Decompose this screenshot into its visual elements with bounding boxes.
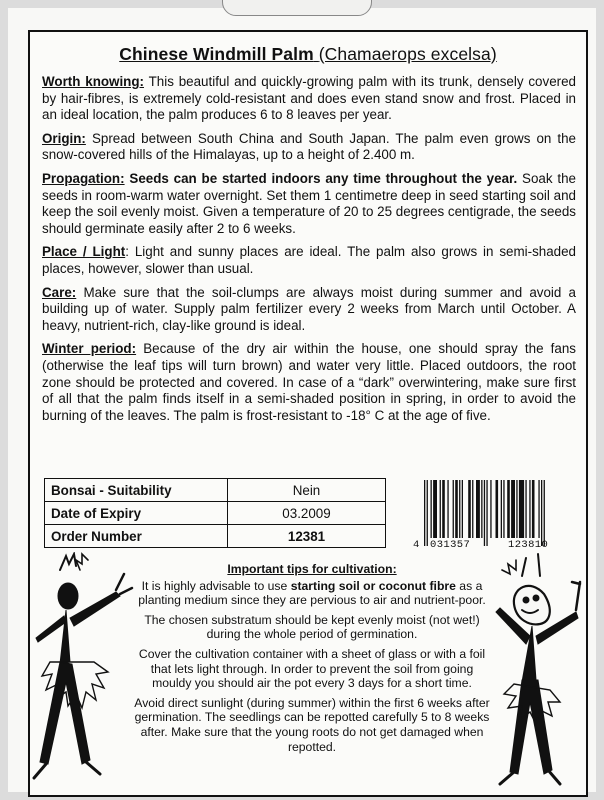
section-text: This beautiful and quickly-growing palm with its trunk, densely covered by hair-fibres, is extremely cold-resistant and does even stand snow and frost. Placed in an ideal location, the palm produces 6 to 8 leaves per year. xyxy=(42,74,576,123)
section-place-light xyxy=(42,244,576,277)
tip-text: as a planting medium since they are pervious to air and nutrient-poor. xyxy=(138,578,486,608)
section-text: Make sure that the soil-clumps are always moist during summer and avoid a building up of water. Supply palm fertilizer every 2 weeks from March until October. A heavy, nutrient-rich, clay-like ground is ideal. xyxy=(42,284,576,333)
section-care xyxy=(42,285,576,335)
section-lead: Seeds can be started indoors any time throughout the year. xyxy=(129,170,518,186)
page-title xyxy=(30,44,586,65)
section-worth-knowing xyxy=(42,74,576,124)
barcode-bar xyxy=(468,480,471,538)
barcode-bar xyxy=(462,480,463,538)
barcode-bar xyxy=(532,480,535,538)
title-common-name: Chinese Windmill Palm xyxy=(119,44,314,64)
tip-paragraph: Avoid direct sunlight (during summer) within the first 6 weeks after germination. The seedlings can be repotted carefully 5 to 8 weeks after. Make sure that the young roots do not get damaged when repotted. xyxy=(134,695,490,754)
info-value: Nein xyxy=(228,479,386,502)
barcode-bar xyxy=(538,480,539,538)
tip-paragraph: Cover the cultivation container with a sheet of glass or with a foil that lets light through. In order to prevent the soil from going mouldy you should air the pot every 3 days for a short time. xyxy=(138,646,486,691)
info-value: 12381 xyxy=(228,525,386,548)
section-origin xyxy=(42,131,576,164)
info-table xyxy=(44,478,386,548)
barcode-bar xyxy=(459,480,460,538)
seed-packet-back xyxy=(8,8,596,792)
barcode-digit: 4 xyxy=(413,539,420,551)
barcode-bar xyxy=(503,480,504,538)
table-row xyxy=(45,525,386,548)
barcode-bar xyxy=(507,480,510,538)
barcode-digit: 031357 xyxy=(430,539,471,551)
info-label: Order Number xyxy=(45,525,228,548)
tip-text-bold: starting soil or coconut fibre xyxy=(290,578,456,593)
info-label: Date of Expiry xyxy=(45,502,228,525)
description-body xyxy=(42,74,576,431)
section-label: Worth knowing: xyxy=(42,74,145,89)
barcode-digit: 123810 xyxy=(508,539,549,551)
barcode-bar xyxy=(433,480,437,538)
section-label: Origin: xyxy=(42,130,86,146)
barcode-bar xyxy=(455,480,458,538)
barcode-bar xyxy=(501,480,502,538)
table-row xyxy=(45,479,386,502)
info-value: 03.2009 xyxy=(228,502,386,525)
barcode-bar xyxy=(496,480,499,538)
cultivation-tips xyxy=(130,562,494,759)
section-label: Place / Light xyxy=(42,244,126,260)
tribal-dancer-left-icon xyxy=(30,552,134,796)
barcode-bar xyxy=(472,480,473,538)
tribal-dancer-right-icon xyxy=(492,552,586,796)
barcode-bar xyxy=(484,480,485,546)
tip-paragraph xyxy=(130,579,494,608)
barcode-bar xyxy=(544,480,545,546)
tip-text: It is highly advisable to use xyxy=(141,578,291,593)
barcode-bar xyxy=(481,480,482,538)
tips-title: Important tips for cultivation: xyxy=(227,562,397,576)
packet-tab xyxy=(222,0,372,16)
info-label: Bonsai - Suitability xyxy=(45,479,228,502)
barcode-bar xyxy=(511,480,515,538)
title-latin-name: (Chamaerops excelsa) xyxy=(318,44,497,64)
barcode-bar xyxy=(490,480,491,538)
barcode-bar xyxy=(442,480,445,538)
barcode-bar xyxy=(453,480,454,538)
barcode-bar xyxy=(440,480,441,538)
section-text: Because of the dry air within the house, one should spray the fans (otherwise the leaf tips will turn brown) and water very little. Placed outdoors, the root zone should be protected and covered. In case of a “dark” overwintering, make sure first of all that the palm finds itself in a semi-shaded position in spring, in order to avoid the burning of the leaves. The palm is frost-resistant to -18° C at the age of five. xyxy=(42,341,576,423)
barcode-bar xyxy=(525,480,526,538)
section-text: Spread between South China and South Japan. The palm even grows on the snow-covered hills of the Himalayas, up to a height of 2.400 m. xyxy=(42,130,576,163)
barcode-bar xyxy=(447,480,448,538)
tip-paragraph: The chosen substratum should be kept evenly moist (not wet!) during the whole period of germination. xyxy=(144,612,480,642)
section-propagation xyxy=(42,171,576,237)
section-text: Soak the seeds in room-warm water overnight. Set them 1 centimetre deep in seed starting soil and keep the soil evenly moist. Given a temperature of 20 to 25 degrees centigrade, the seeds should germinate easily after 2 to 6 weeks. xyxy=(42,170,576,236)
section-label: Care: xyxy=(42,284,77,300)
table-row xyxy=(45,502,386,525)
section-label: Propagation: xyxy=(42,170,125,186)
section-text: : Light and sunny places are ideal. The palm also grows in semi-shaded places, however, slower than usual. xyxy=(42,244,577,276)
barcode-bar xyxy=(431,480,432,538)
content-frame xyxy=(28,30,588,797)
barcode-bar xyxy=(424,480,425,546)
barcode-bar xyxy=(541,480,542,546)
barcode-bar xyxy=(427,480,428,546)
barcode-bar xyxy=(486,480,487,546)
barcode-bar xyxy=(529,480,530,538)
barcode-bar xyxy=(519,480,524,538)
section-winter-period xyxy=(42,341,576,424)
section-label: Winter period: xyxy=(42,341,137,357)
barcode-bar xyxy=(516,480,517,538)
barcode-bar xyxy=(476,480,480,538)
